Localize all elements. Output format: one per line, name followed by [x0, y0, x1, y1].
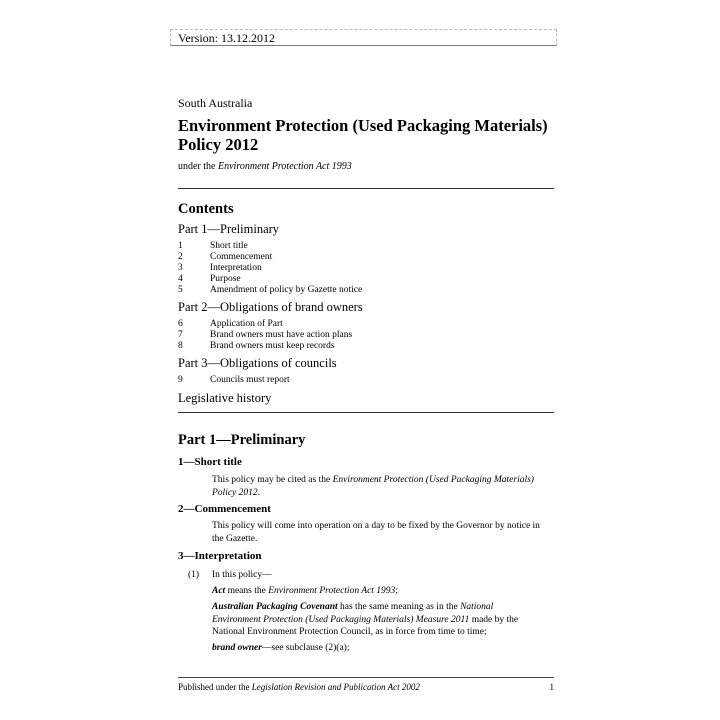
page-number: 1 — [549, 682, 554, 692]
toc-num: 3 — [178, 263, 183, 273]
toc-item[interactable] — [178, 263, 558, 274]
toc-title: Short title — [210, 241, 248, 251]
toc-part-2[interactable]: Part 2—Obligations of brand owners — [178, 300, 363, 314]
section-1-text — [212, 474, 562, 499]
toc-item[interactable] — [178, 285, 558, 296]
toc-num: 9 — [178, 375, 183, 385]
section-2-heading: 2—Commencement — [178, 503, 271, 515]
toc-title: Brand owners must keep records — [210, 341, 335, 351]
toc-title: Councils must report — [210, 375, 290, 385]
toc-title: Commencement — [210, 252, 273, 262]
divider — [178, 412, 554, 413]
divider — [178, 188, 554, 189]
toc-item[interactable] — [178, 319, 558, 330]
toc-item[interactable] — [178, 330, 558, 341]
text-line: the Gazette. — [212, 533, 258, 544]
enabling-act-ref: Environment Protection Act 1993 — [218, 161, 352, 172]
section-3-heading: 3—Interpretation — [178, 550, 262, 562]
jurisdiction: South Australia — [178, 96, 253, 110]
text-line: This policy will come into operation on a day to be fixed by the Governor by notice in — [212, 521, 540, 531]
toc-title: Amendment of policy by Gazette notice — [210, 285, 363, 295]
toc-title: Purpose — [210, 274, 241, 284]
footer — [178, 682, 554, 692]
title-line-2: Policy 2012 — [178, 135, 259, 154]
text-line: Australian Packaging Covenant has the same meaning as in the National — [212, 602, 494, 612]
section-1-heading: 1—Short title — [178, 456, 242, 468]
toc-item[interactable] — [178, 252, 558, 263]
toc-num: 1 — [178, 241, 183, 251]
toc-title: Interpretation — [210, 263, 262, 273]
subclause-1-text: In this policy— — [212, 570, 272, 580]
text-line: National Environment Protection Council, as in force from time to time; — [212, 627, 487, 637]
toc-part-3[interactable]: Part 3—Obligations of councils — [178, 356, 337, 370]
toc-item[interactable] — [178, 274, 558, 285]
toc-item[interactable] — [178, 241, 558, 252]
definition-apc — [212, 601, 562, 639]
text-line: Policy 2012. — [212, 487, 261, 498]
text-line: Environment Protection (Used Packaging Materials) Measure 2011 made by the — [212, 614, 519, 625]
toc-title: Brand owners must have action plans — [210, 330, 353, 340]
definition-act: Act means the Environment Protection Act 1993; — [212, 586, 398, 596]
toc-num: 6 — [178, 319, 183, 329]
enabling-act-line — [178, 161, 352, 172]
document-title — [178, 116, 578, 154]
toc-part-1[interactable]: Part 1—Preliminary — [178, 222, 280, 236]
toc-legislative-history[interactable]: Legislative history — [178, 391, 272, 405]
toc-title: Application of Part — [210, 319, 283, 329]
footer-divider — [178, 677, 554, 678]
toc-item[interactable] — [178, 375, 558, 386]
toc-num: 2 — [178, 252, 183, 262]
footer-act: Legislation Revision and Publication Act 2002 — [251, 682, 420, 692]
footer-prefix: Published under the — [178, 682, 252, 692]
toc-num: 4 — [178, 274, 183, 284]
toc-num: 5 — [178, 285, 183, 295]
toc-item[interactable] — [178, 341, 558, 352]
part-1-heading: Part 1—Preliminary — [178, 432, 306, 448]
under-prefix: under the — [178, 161, 218, 172]
text-line: This policy may be cited as the Environment Protection (Used Packaging Materials) — [212, 475, 534, 485]
definition-brand-owner: brand owner—see subclause (2)(a); — [212, 643, 350, 653]
title-line-1: Environment Protection (Used Packaging Materials) — [178, 116, 548, 135]
toc-num: 7 — [178, 330, 183, 340]
toc-num: 8 — [178, 341, 183, 351]
version-header: Version: 13.12.2012 — [170, 29, 557, 46]
section-2-text — [212, 520, 562, 545]
subclause-1-number: (1) — [188, 570, 200, 580]
contents-heading: Contents — [178, 201, 234, 217]
